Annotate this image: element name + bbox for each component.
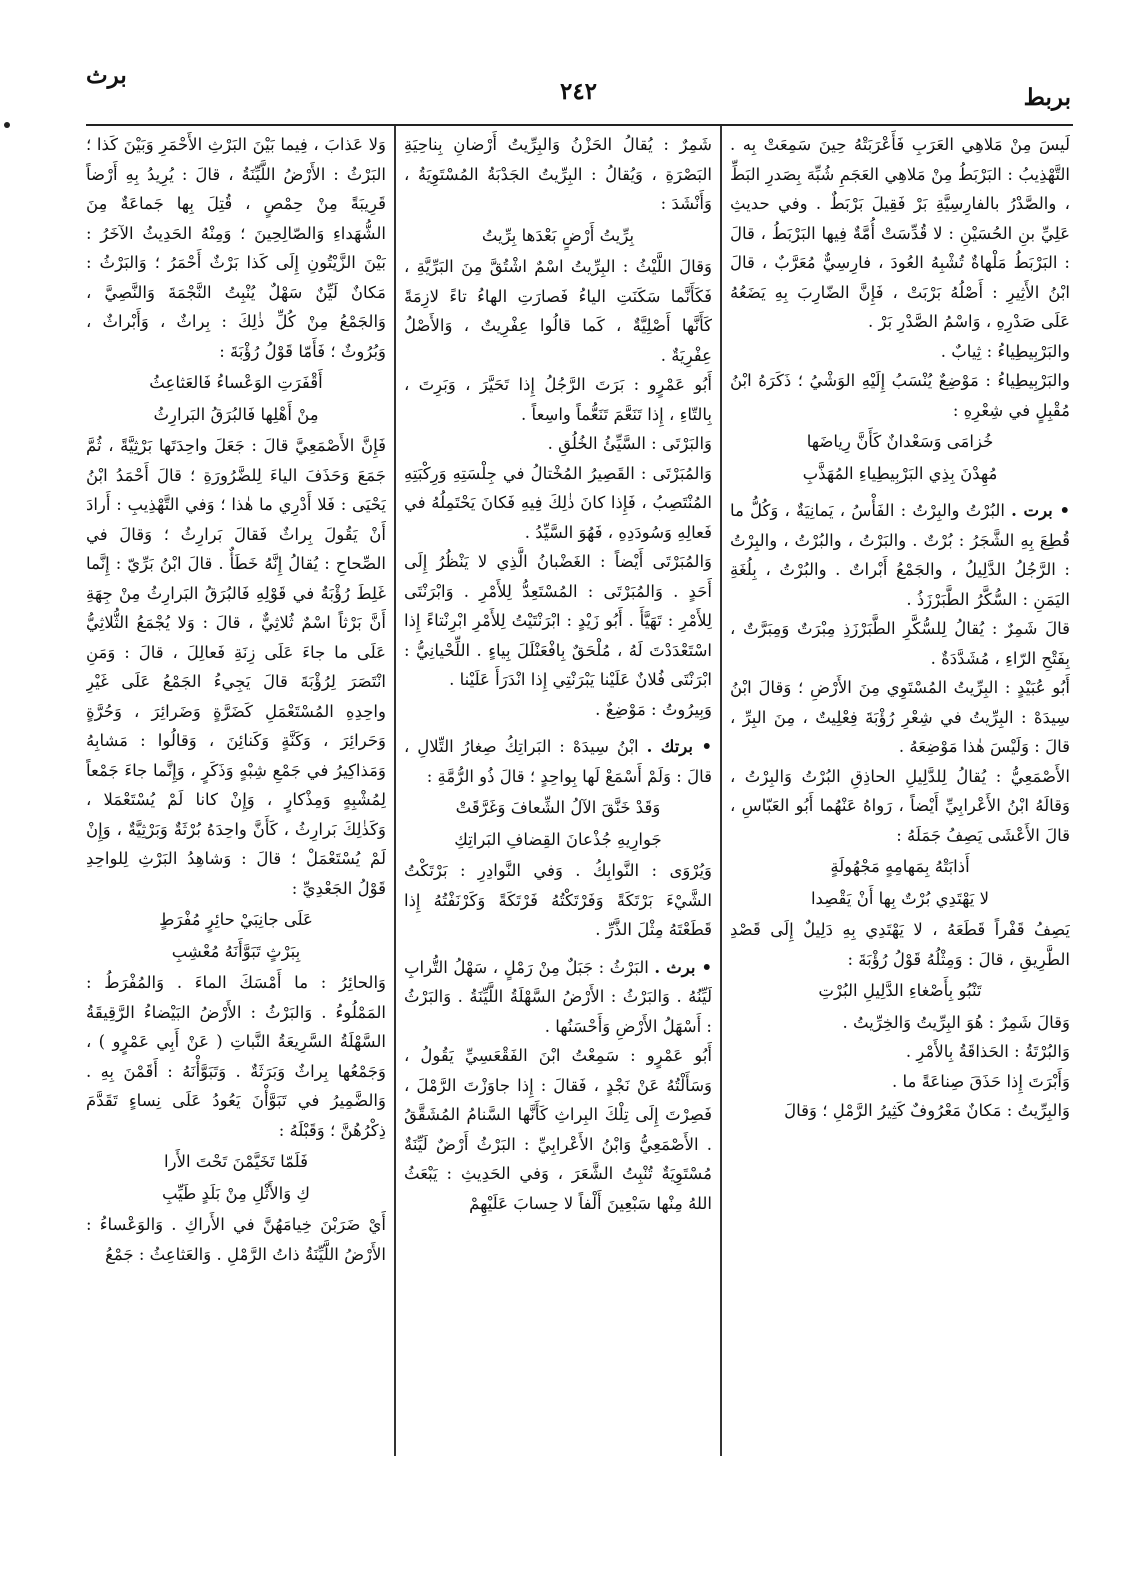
paragraph: وَالبِرِّيتُ : مَكانٌ مَعْرُوفٌ كَثِيرُ الرَّمْلِ ؛ وَقالَ — [784, 1101, 1070, 1120]
paragraph: الأَصْمَعِيُّ : يُقالُ لِلدَّلِيلِ الحاذِقِ البُرْتُ وَالبِرْتُ ، وَقالَهُ ابْنُ الأَعْرابِيِّ أَيْضاً ، رَواهُ عَنْهُما أَبُو العَبّاسِ ، قالَ الأَعْشَى يَصِفُ جَمَلَهُ : — [730, 766, 1070, 845]
verse-line: جَوارِيهِ جُذْعانَ القِضافِ البَراتِكِ — [454, 829, 662, 849]
entry-paragraph — [730, 496, 1070, 614]
header-last-word: برث — [86, 62, 127, 89]
page-number: ٢٤٢ — [559, 78, 598, 105]
entry-headword: • برتك . — [646, 737, 712, 756]
paragraph: وَالمُبَرْتَى : القَصِيرُ المُخْتالُ في جِلْسَتِهِ وَرِكْبَتِهِ المُنْتَصِبُ ، فَإِذا كانَ ذٰلِكَ فِيهِ فَكانَ يَحْتَمِلُهُ في فَعالِهِ وَسُودَدِهِ ، فَهُوَ السَّيِّدُ . — [404, 463, 712, 542]
entry-headword: • برت . — [1011, 501, 1070, 520]
verse-line: فَلَمّا تَخَيَّمْنَ تَحْتَ الأَرا — [164, 1152, 308, 1171]
paragraph: والبَرْبِيطِياءُ : ثِيابٌ . — [940, 341, 1070, 361]
column-divider-right — [720, 126, 722, 1456]
entry-headword: • برث . — [654, 957, 712, 977]
paragraph: والبَرْبِيطِياءُ : مَوْضِعٌ يُنْسَبُ إِلَيْهِ الوَشْيُ ؛ ذَكَرَهُ ابْنُ مُقْبِلٍ في شِعْرِهِ : — [730, 371, 1070, 420]
entry-text: ابْنُ سِيدَهْ : البَراتِكُ صِغارُ التِّلالِ ، قالَ : وَلَمْ أَسْمَعْ لَها بِواحِدٍ ؛ قالَ ذُو الرُّمَّةِ : — [404, 737, 712, 786]
page-header — [86, 62, 1071, 111]
verse-line: مُهِدْنَ بِذِي البَرْبِيطِياءِ المُهَذَّبِ — [802, 463, 998, 483]
entry-text: البَرْثُ : جَبَلٌ مِنْ رَمْلٍ ، سَهْلُ التُّرابِ لَيِّنُهُ . وَالبَرْثُ : الأَرْضُ السَّهْلَةُ اللَّيِّنَةُ . وَالبَرْثُ : أَسْهَلُ الأَرْضِ وَأَحْسَنُها . — [404, 957, 712, 1036]
verse-line: كِ وَالأَثْلِ مِنْ بَلَدٍ طَيِّبِ — [161, 1183, 311, 1203]
verse-line: تَنْبُو بِأَصْغاءِ الدَّلِيلِ البُرْتِ — [818, 981, 982, 1000]
column-right — [730, 130, 1070, 1455]
paragraph: أَبُو عَمْرٍو : سَمِعْتُ ابْنَ الفَقْعَسِيِّ يَقُولُ ، وَسَأَلْتُهُ عَنْ نَجْدٍ ، فَقالَ : إِذا جاوَزْتَ الرَّمْلَ ، فَصِرْتَ إِلَى تِلْكَ البِراثِ كَأَنَّها السَّنامُ المُشَقَّقُ . الأَصْمَعِيُّ وَابْنُ الأَعْرابِيِّ : البَرْثُ أَرْضٌ لَيِّنَةٌ مُسْتَوِيَةٌ تُنْبِتُ الشَّعَرَ ، وَفي الحَدِيثِ : يَبْعَثُ اللهُ مِنْها سَبْعِينَ أَلْفاً لا حِسابَ عَلَيْهِمْ — [404, 1046, 712, 1213]
header-first-word: بربط — [1023, 84, 1071, 111]
paragraph: وَبِيرُوتُ : مَوْضِعٌ . — [595, 699, 712, 719]
column-left — [86, 130, 386, 1455]
paragraph: وَقالَ اللَّيْثُ : البِرِّيتُ اسْمٌ اشْتُقَّ مِنَ البَرِّيَّةِ ، فَكَأَنَّما سَكَنَتِ الياءُ فَصارَتِ الهاءُ تاءً لازِمَةً كَأَنَّها أَصْلِيَّةٌ ، كَما قالُوا عِفْرِيتٌ ، وَالأَصْلُ عِفْرِيَةٌ . — [404, 257, 712, 365]
paragraph: أَيْ ضَرَبْنَ خِيامَهُنَّ في الأَراكِ . وَالوَعْساءُ : الأَرْضُ اللَّيِّنَةُ ذاتُ الرَّمْلِ . وَالعَثاعِثُ : جَمْعُ — [86, 1215, 386, 1264]
margin-mark — [4, 122, 10, 128]
column-middle — [404, 130, 712, 1455]
paragraph: وَقالَ شَمِرٌ : هُوَ البِرِّيتُ وَالخِرِّيتُ . — [842, 1012, 1070, 1032]
paragraph: لَيسَ مِنْ مَلاهِي العَرَبِ فَأَعْرَبَتْهُ حِينَ سَمِعَتْ بِه . التَّهْذِيبُ : البَرْبَطُ مِنْ مَلاهِي العَجَمِ شُبِّهَ بِصَدرِ البَطِّ ، والصَّدْرُ بالفارِسِيَّةِ بَرْ فَقِيلَ بَرْبَطٌ . وفي حديثِ عَلِيِّ بنِ الحُسَيْنِ : لا قُدِّسَتْ أُمَّةٌ فِيها البَرْبَطُ ، قالَ : البَرْبَطُ مَلْهاةٌ تُشْبِهُ العُودَ ، فارِسِيٌّ مُعَرَّبٌ ، قالَ ابْنُ الأَثِيرِ : أَصْلُهُ بَرْبَتْ ، فَإِنَّ الضّارِبَ بِهِ يَضَعُهُ عَلَى صَدْرِهِ ، وَاسْمُ الصَّدْرِ بَرْ . — [730, 135, 1070, 331]
column-divider-left — [394, 126, 396, 1456]
paragraph: وَالبُرْتَةُ : الحَذاقَةُ بِالأَمْرِ . — [905, 1042, 1070, 1061]
verse-line: مِنْ أَهْلِها فَالبُرَقُ البَرارِثُ — [153, 404, 319, 424]
paragraph: وَأَبْرَتَ إِذا حَذَقَ صِناعَةً ما . — [891, 1071, 1070, 1091]
verse-line: وَقَدْ خَنَّقَ الآلُ الشِّعافَ وَغَرَّقَتْ — [455, 798, 661, 817]
paragraph: وَالبَرْتَى : السَّيِّئُ الخُلُقِ . — [547, 434, 712, 453]
paragraph: وَالحائِرُ : ما أَمْسَكَ الماءَ . وَالمُفْرَطُ : المَمْلُوءُ . وَالبَرْثُ : الأَرْضُ البَيْضاءُ الرَّقِيقَةُ السَّهْلَةُ السَّرِيعَةُ النَّباتِ ( عَنْ أَبِي عَمْرٍو ) ، وَجَمْعُها بِراثٌ وَبَرَثَةٌ . وَتَبَوَّأْنَهُ : أَقَمْنَ بِهِ . وَالضَّمِيرُ في تَبَوَّأْنَ يَعُودُ عَلَى نِساءٍ تَقَدَّمَ ذِكْرُهُنَّ ؛ وَقَبْلَهُ : — [86, 973, 386, 1140]
verse-line: أَذابَتْهُ بِمَهامِهٍ مَجْهُولَةٍ — [830, 857, 970, 876]
paragraph: فَإِنَّ الأَصْمَعِيَّ قالَ : جَعَلَ واحِدَتَها بَرْثِيَّةً ، ثُمَّ جَمَعَ وَحَذَفَ الياءَ لِلضَّرُورَةِ ؛ قالَ أَحْمَدُ ابْنُ يَحْيَى : فَلا أَدْرِي ما هٰذا ؛ وَفي التَّهْذِيبِ : أَرادَ أَنْ يَقُولَ بِراثٌ فَقالَ بَرارِثُ ؛ وَقالَ في الصِّحاحِ : يُقالُ إِنَّهُ خَطَأٌ . قالَ ابْنُ بَرِّيّ : إِنَّما غَلِطَ رُؤْبَةُ في قَوْلِهِ فَالبُرَقُ البَرارِثُ مِنْ جِهَةِ أَنَّ بَرْثاً اسْمٌ ثُلاثِيٌّ ، قالَ : وَلا يُجْمَعُ الثُّلاثِيُّ عَلَى ما جاءَ عَلَى زِنَةِ فَعالِلَ ، قالَ : وَمَنِ انْتَصَرَ لِرُؤْبَةَ قالَ يَجِيءُ الجَمْعُ عَلَى غَيْرِ واحِدِهِ المُسْتَعْمَلِ كَضَرَّةٍ وَضَرائِرَ ، وَحُرَّةٍ وَحَرائِرَ ، وَكَنَّةٍ وَكَنائِنَ ، وَقالُوا : مَشابِهُ وَمَذاكِيرُ في جَمْعِ شِبْهٍ وَذَكَرٍ ، وَإِنَّما جاءَ جَمْعاً لِمُشْبِهٍ وَمِذْكارٍ ، وَإِنْ كانا لَمْ يُسْتَعْمَلا ، وَكَذٰلِكَ بَرارِثُ ، كَأَنَّ واحِدَهُ بُرْثَةٌ وَبَرْثِيَّةٌ ، وَإِنْ لَمْ يُسْتَعْمَلْ ؛ قالَ : وَشاهِدُ البَرْثِ لِلواحِدِ قَوْلُ الجَعْدِيِّ : — [86, 436, 386, 898]
verse-line: بِبَرْثٍ تَبَوَّأَنَهُ مُعْشِبِ — [171, 941, 301, 961]
paragraph: وَلا عَذابَ ، فِيما بَيْنَ البَرْثِ الأَحْمَرِ وَبَيْنَ كَذا ؛ البَرْثُ : الأَرْضُ اللَّيِّنَةُ ، قالَ : يُرِيدُ بِهِ أَرْضاً قَرِيبَةً مِنْ حِمْصٍ ، قُتِلَ بِها جَماعَةٌ مِنَ الشُّهَداءِ وَالصّالِحِينَ ؛ وَمِنْهُ الحَدِيثُ الآخَرُ : بَيْنَ الزَّيْتُونِ إِلَى كَذا بَرْثٌ أَحْمَرُ ؛ وَالبَرْثُ : مَكانٌ لَيِّنٌ سَهْلٌ يُنْبِتُ النَّجْمَةَ وَالنَّصِيَّ ، وَالجَمْعُ مِنْ كُلِّ ذٰلِكَ : بِراثٌ ، وَأَبْراثٌ ، وَبُرُوثٌ ؛ فَأَمّا قَوْلُ رُؤْبَةَ : — [86, 135, 386, 361]
paragraph: وَيُرْوَى : النَّوابِكُ . وَفي النَّوادِرِ : بَرْتَكْتُ الشَّيْءَ بَرْتَكَةً وَفَرْتَكْتُهُ فَرْتَكَةً وَكَرْنَفْتُهُ إِذا قَطَعْتَهُ مِثْلَ الذَّرِّ . — [404, 861, 712, 939]
entry-text: البُرْتُ والبِرْتُ : الفَأْسُ ، يَمانِيَةٌ ، وَكُلُّ ما قُطِعَ بِهِ الشَّجَرُ : بُرْتٌ . والبَرْتُ ، والبُرْتُ ، والبِرْتُ : الرَّجُلُ الدَّلِيلُ ، والجَمْعُ أَبْراتٌ . والبُرْتُ ، بِلُغَةِ اليَمَنِ : السُّكَّرُ الطَّبَرْزَذُ . — [730, 501, 1070, 609]
paragraph: شَمِرٌ : يُقالُ الحَزْنُ وَالبِرِّيتُ أَرْضانِ بِناحِيَةِ البَصْرَةِ ، وَيُقالُ : البِرِّيتُ الجَدْبَةُ المُسْتَوِيَةُ ، وَأَنْشَدَ : — [404, 135, 712, 213]
entry-paragraph — [404, 732, 712, 791]
verse-line: بِرِّيتُ أَرْضٍ بَعْدَها بِرِّيتُ — [481, 225, 635, 245]
entry-paragraph — [404, 953, 712, 1042]
paragraph: يَصِفُ قَفْراً قَطَعَهُ ، لا يَهْتَدِي بِهِ دَلِيلٌ إِلَى قَصْدِ الطَّرِيقِ ، قالَ : وَمِثْلُهُ قَوْلُ رُؤْبَةَ : — [730, 920, 1070, 969]
verse-line: لا يَهْتَدِي بُرْتٌ بِها أَنْ يَقْصِدا — [810, 888, 990, 908]
verse-line: خُزامَى وَسَعْدانٌ كَأَنَّ رِياضَها — [806, 432, 994, 451]
verse-line: عَلَى جانِبَيْ حائِرٍ مُفْرَطٍ — [159, 910, 313, 929]
paragraph: أَبُو عُبَيْدٍ : البِرِّيتُ المُسْتَوِي مِنَ الأَرْضِ ؛ وَقالَ ابْنُ سِيدَهْ : البِرِّيتُ في شِعْرِ رُؤْبَةَ فِعْلِيتٌ ، مِنَ البِرِّ ، قالَ : وَلَيْسَ هٰذا مَوْضِعَهُ . — [730, 678, 1070, 756]
paragraph: وَالمُبَرْتَى أَيْضاً : الغَضْبانُ الَّذِي لا يَنْظُرُ إِلَى أَحَدٍ . وَالمُبَرْتَى : المُسْتَعِدُّ لِلأَمْرِ . وَابْرَنْتَى لِلأَمْرِ : تَهَيَّأَ . أَبُو زَيْدٍ : ابْرَنْتَيْتُ لِلأَمْرِ ابْرِنْتاءً إِذا اسْتَعْدَدْتَ لَهُ ، مُلْحَقٌ بِافْعَنْلَلَ بِياءٍ . اللِّحْيانِيُّ : ابْرَنْتَى فُلانٌ عَلَيْنا يَبْرَنْتِي إِذا انْدَرَأَ عَلَيْنا . — [404, 552, 712, 689]
verse-line: أَقْفَرَتِ الوَعْساءُ فَالعَثاعِثُ — [149, 373, 323, 392]
paragraph: قالَ شَمِرٌ : يُقالُ لِلسُّكَّرِ الطَّبَرْزَذِ مِبْرَتٌ وَمِبَرَّتٌ ، بِفَتْحِ الرّاءِ ، مُشَدَّدَةٌ . — [730, 619, 1070, 668]
paragraph: أَبُو عَمْرٍو : بَرَتَ الرَّجُلُ إِذا تَحَيَّرَ ، وَبَرِتَ ، بِالتّاءِ ، إِذا تَنَعَّمَ تَنَعُّماً واسِعاً . — [404, 375, 712, 424]
header-rule — [86, 124, 1073, 126]
